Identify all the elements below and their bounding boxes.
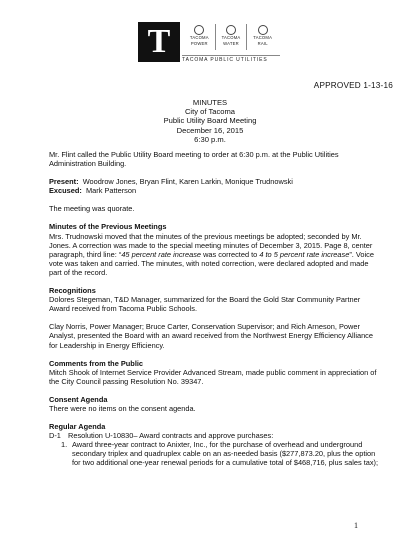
water-division-icon — [226, 25, 236, 35]
division-name-line1: TACOMA — [189, 35, 209, 40]
regular-agenda-title: Regular Agenda — [49, 422, 106, 432]
division-name-line2: POWER — [190, 40, 208, 46]
logo-division-water — [215, 24, 247, 50]
document-heading — [0, 98, 420, 144]
agenda-subitem-text: Award three-year contract to Anixter, Inc., for the purchase of overhead and underground secondary triplex and quadruplex cable on an as-needed basis ($277,873.20, plus the option for two additional one-year renewal periods for a cumulative total of $468,716, plus sales tax); — [72, 440, 379, 468]
minutes-section-title: Minutes of the Previous Meetings — [49, 222, 167, 232]
minutes-body — [49, 150, 381, 468]
attendance-present — [49, 177, 381, 186]
division-name-line1: TACOMA — [253, 35, 273, 40]
minutes-italic-corrected: 4 to 5 percent rate increase — [259, 249, 350, 259]
present-names: Woodrow Jones, Bryan Flint, Karen Larkin, Monique Trudnowski — [82, 177, 293, 187]
division-name-line2: RAIL — [257, 40, 268, 46]
approved-stamp: APPROVED 1-13-16 — [313, 81, 393, 90]
present-label: Present: — [49, 177, 79, 187]
public-comments-text: Mitch Shook of Internet Service Provider Advanced Stream, made public comment in appreciation of the City Council passing Resolution No. 39347. — [49, 367, 377, 386]
logo-division-rail — [246, 24, 278, 50]
quorum-statement: The meeting was quorate. — [49, 204, 135, 214]
tacoma-public-utilities-logo — [138, 22, 278, 68]
logo-division-power — [184, 24, 215, 50]
attendance-excused — [49, 186, 381, 195]
power-division-icon — [194, 25, 204, 35]
logo-t-mark: T — [138, 22, 180, 62]
minutes-italic-original: 45 percent rate increase — [121, 249, 202, 259]
heading-meeting: Public Utility Board Meeting — [163, 116, 257, 126]
heading-time: 6:30 p.m. — [194, 134, 226, 144]
agenda-item-code: D-1 — [49, 431, 61, 441]
recognitions-title: Recognitions — [49, 286, 96, 296]
heading-title: MINUTES — [192, 98, 228, 107]
recognitions-paragraph-2: Clay Norris, Power Manager; Bruce Carter, Conservation Supervisor; and Rich Arneson, Power Analyst, presented the Board with an award received from the Northwest Energy Efficiency Alliance for Leadership in Energy Efficiency. — [49, 322, 373, 350]
page-number: 1 — [354, 521, 358, 530]
agenda-item — [49, 431, 381, 440]
agenda-subitem-number: 1. — [61, 440, 68, 450]
excused-label: Excused: — [49, 186, 82, 196]
minutes-text-middle: was corrected to — [201, 249, 260, 259]
minutes-text-after: ”. Voice vote was taken and carried. The minutes, with noted correction, were declared adopted and made part of the record. — [49, 249, 374, 277]
consent-agenda-title: Consent Agenda — [49, 394, 108, 404]
division-name-line1: TACOMA — [221, 35, 241, 40]
logo-divisions — [184, 24, 278, 50]
public-comments-title: Comments from the Public — [49, 358, 144, 368]
excused-names: Mark Patterson — [85, 186, 137, 196]
minutes-text-before: Mrs. Trudnowski moved that the minutes of the previous meetings be adopted; seconded by Mr. Jones. A correction was made to the special meeting minutes of December 3, 2015. Page 8, center paragraph, third line: “ — [49, 231, 373, 259]
heading-date: December 16, 2015 — [176, 125, 244, 135]
logo-tagline: TACOMA PUBLIC UTILITIES — [182, 55, 280, 63]
recognitions-paragraph-1: Dolores Stegeman, T&D Manager, summarized for the Board the Gold Star Community Partner Award received from Tacoma Public Schools. — [49, 295, 361, 314]
agenda-item-text: Resolution U-10830– Award contracts and approve purchases: — [68, 431, 274, 441]
consent-agenda-text: There were no items on the consent agenda. — [49, 403, 196, 413]
heading-city: City of Tacoma — [184, 107, 236, 117]
minutes-section-text — [49, 232, 381, 277]
division-name-line2: WATER — [223, 40, 239, 46]
intro-paragraph: Mr. Flint called the Public Utility Board meeting to order at 6:30 p.m. at the Public Utilities Administration Building. — [49, 150, 339, 169]
agenda-subitem — [49, 440, 381, 467]
rail-division-icon — [258, 25, 268, 35]
